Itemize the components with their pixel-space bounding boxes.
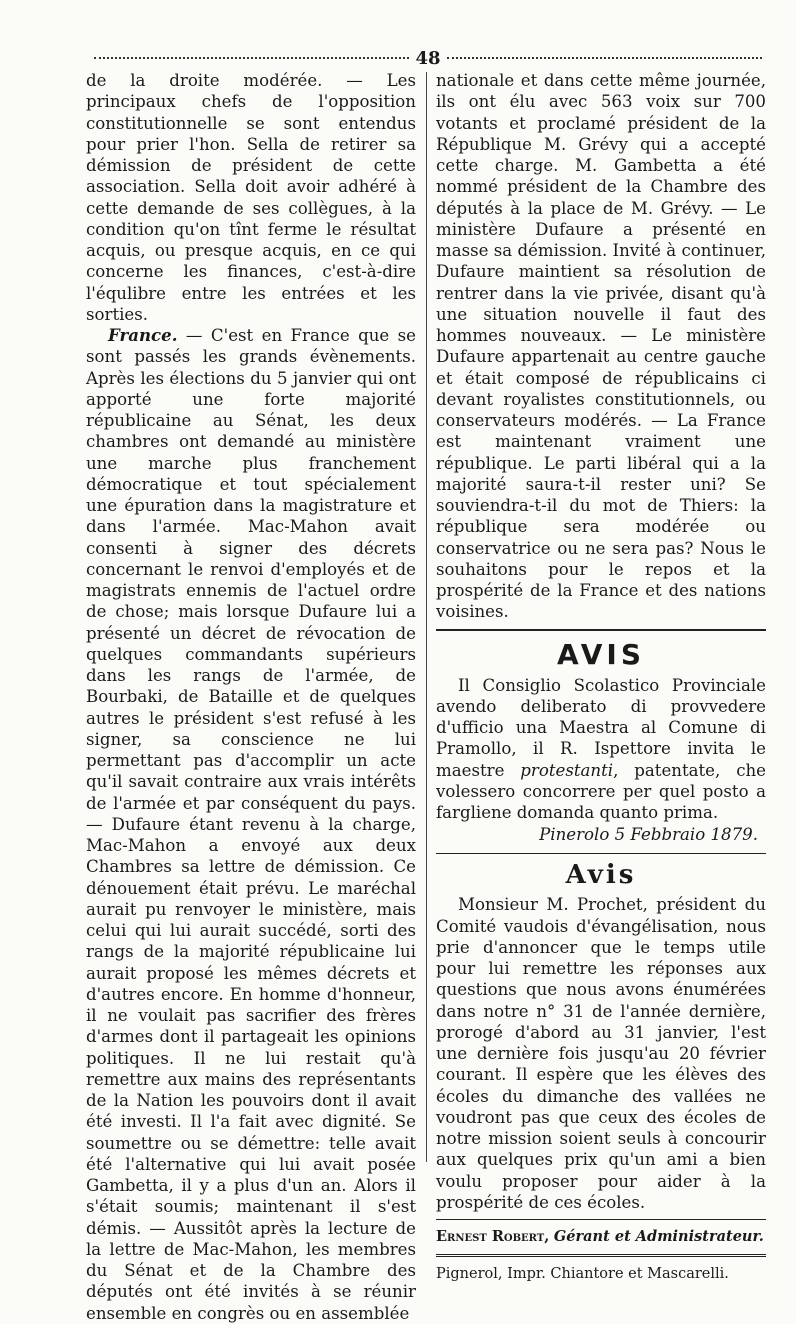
- avis-1-text-italic: protestanti: [520, 760, 614, 780]
- country-heading-france: France.: [108, 325, 178, 345]
- right-paragraph-1: nationale et dans cette même journée, ils ont élu avec 563 voix sur 700 votants et proclamé président de la République M. Grévy qui a accepté cette charge. M. Gambetta a été nommé président de la Chambre des députés à la place de M. Grévy. — Le ministère Dufaure a présenté en masse sa démission. Invité à continuer, Dufaure maintient sa résolution de rentrer dans la vie privée, disant qu'à une situation nouvelle il faut des hommes nouveaux. — Le ministère Dufaure appartenait au centre gauche et était composé de républicains ci devant royalistes constitutionnels, ou conservateurs modérés. — La France est maintenant vraiment une république. Le parti libéral qui a la majorité saura-t-il rester uni? Se souviendra-t-il du mot de Thiers: la république sera modérée ou conservatrice ou ne sera pas? Nous le souhaitons pour le repos et la prospérité de la France et des nations voisines.: [436, 71, 766, 622]
- separator-rule: [436, 629, 766, 631]
- printer-line: Pignerol, Impr. Chiantore et Mascarelli.: [436, 1266, 729, 1282]
- avis-1-signature: Pinerolo 5 Febbraio 1879.: [539, 825, 758, 845]
- header-rule-right: [447, 57, 762, 59]
- imprint-line: [436, 1226, 766, 1248]
- separator-rule-4: [436, 1254, 766, 1257]
- avis-notice-2: [436, 860, 766, 1213]
- manager-role: Gérant et Administrateur.: [553, 1228, 764, 1245]
- left-paragraph-2: [86, 325, 416, 1324]
- left-paragraph-1: de la droite modérée. — Les principaux chefs de l'opposition constitutionnelle se sont entendus pour prier l'hon. Sella de retirer sa démission de président de cette association. Sella doit avoir adhéré à cette demande de ses collègues, à la condition qu'on tînt ferme le résultat acquis, ou presque acquis, en ce qui concerne les finances, c'est-à-dire l'équlibre entre les entrées et les sorties.: [86, 71, 416, 324]
- manager-name: Ernest Robert,: [436, 1228, 550, 1245]
- avis-1-body: [436, 675, 766, 824]
- column-divider: [426, 72, 427, 1162]
- separator-rule-3: [436, 1219, 766, 1220]
- page-header: [88, 48, 768, 68]
- avis-notice-1: [436, 639, 766, 848]
- left-column: [86, 70, 416, 1324]
- avis-2-body: Monsieur M. Prochet, président du Comité vaudois d'évangélisation, nous prie d'annoncer que le temps utile pour lui remettre les réponses aux questions que nous avons énumérées dans notre n° 31 de l'année dernière, prorogé d'abord au 31 janvier, l'est une dernière fois jusqu'au 20 février courant. Il espère que les élèves des écoles du dimanche des vallées ne voudront pas que ceux des écoles de notre mission soient seuls à concourir aux quelques prix qu'un ami a bien voulu proposer pour aider à la prospérité de ces écoles.: [436, 895, 766, 1212]
- header-rule-left: [94, 57, 409, 59]
- avis-1-text-before: Il Consiglio Scolastico Provinciale avendo deliberato di provvedere d'ufficio una Maestra al Comune di Pramollo, il R. Ispettore invita le maestre: [436, 675, 766, 780]
- separator-rule-2: [436, 853, 766, 854]
- right-column: [436, 70, 766, 1285]
- avis-1-title: AVIS: [556, 637, 646, 671]
- page-number: 48: [415, 47, 441, 69]
- france-news-text: — C'est en France que se sont passés les grands évènements. Après les élections du 5 janvier qui ont apporté une forte majorité républicaine au Sénat, les deux chambres ont demandé au ministère une marche plus franchement démocratique et tout spécialement une épuration dans la magistrature et dans l'armée. Mac-Mahon avait consenti à signer des décrets concernant le renvoi d'employés et de magistrats ennemis de l'actuel ordre de chose; mais lorsque Dufaure lui a présenté un décret de révocation de quelques commandants supérieurs dans les rangs de l'armée, de Bourbaki, de Bataille et de quelques autres le président s'est refusé à les signer, sa conscience ne lui permettant pas d'accomplir un acte qu'il savait contraire aux vrais intérêts de l'armée et par conséquent du pays. — Dufaure étant revenu à la charge, Mac-Mahon a envoyé aux deux Chambres sa lettre de démission. Ce dénouement était prévu. Le maréchal aurait pu renvoyer le ministère, mais celui qui lui aurait succédé, sorti des rangs de la majorité républicaine lui aurait proposé les mêmes décrets et d'autres encore. En homme d'honneur, il ne voulait pas sacrifier des frères d'armes dont il partageait les opinions politiques. Il ne lui restait qu'à remettre aux mains des représentants de la Nation les pouvoirs dont il avait été investi. Il l'a fait avec dignité. Se soumettre ou se démettre: telle avait été l'alternative qui lui avait posée Gambetta, il y a plus d'un an. Alors il s'était soumis; maintenant il s'est démis. — Aussitôt après la lecture de la lettre de Mac-Mahon, les membres du Sénat et de la Chambre des députés ont été invités à se réunir ensemble en congrès ou en assemblée: [86, 326, 416, 1323]
- avis-1-text-after: , patentate, che volessero concorrere per quel posto a fargliene domanda quanto prima.: [436, 760, 766, 822]
- avis-2-title: Avis: [565, 860, 637, 891]
